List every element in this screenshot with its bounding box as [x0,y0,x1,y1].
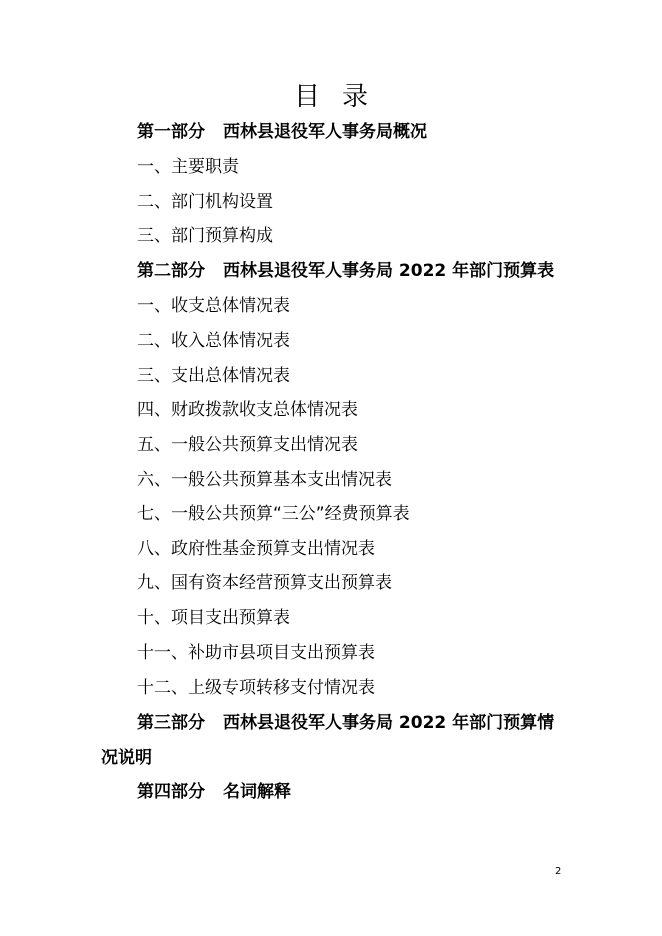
toc-item: 三、支出总体情况表 [137,366,290,386]
toc-part-text: 西林县退役军人事务局 2022 年部门预算表 [223,261,555,281]
toc-item: 十、项目支出预算表 [137,608,290,628]
toc-item: 一、主要职责 [137,157,239,177]
toc-part-label: 第四部分 [137,782,205,802]
toc-part-1 [137,120,427,144]
toc-item: 九、国有资本经营预算支出预算表 [137,573,392,593]
toc-item: 一、收支总体情况表 [137,296,290,316]
toc-item: 十二、上级专项转移支付情况表 [137,678,375,698]
toc-item: 四、财政拨款收支总体情况表 [137,400,358,420]
toc-item: 五、一般公共预算支出情况表 [137,435,358,455]
toc-item: 三、部门预算构成 [137,226,273,246]
toc-part-text: 西林县退役军人事务局概况 [223,122,427,142]
toc-item: 七、一般公共预算“三公”经费预算表 [137,504,410,524]
toc-part-text: 西林县退役军人事务局 2022 年部门预算情 [223,713,555,733]
toc-part-label: 第一部分 [137,122,205,142]
toc-item: 二、收入总体情况表 [137,331,290,351]
toc-part-label: 第二部分 [137,261,205,281]
toc-item: 六、一般公共预算基本支出情况表 [137,470,392,490]
page-number: 2 [555,866,562,877]
toc-part-label: 第三部分 [137,713,205,733]
toc-part-4 [137,780,291,804]
page-title: 目录 [293,82,390,112]
toc-part-3 [137,711,554,735]
toc-part-text: 名词解释 [223,782,291,802]
toc-part-3-continued: 况说明 [101,748,152,768]
toc-part-2 [137,259,554,283]
toc-item: 八、政府性基金预算支出情况表 [137,539,375,559]
toc-item: 十一、补助市县项目支出预算表 [137,643,375,663]
toc-item: 二、部门机构设置 [137,192,273,212]
